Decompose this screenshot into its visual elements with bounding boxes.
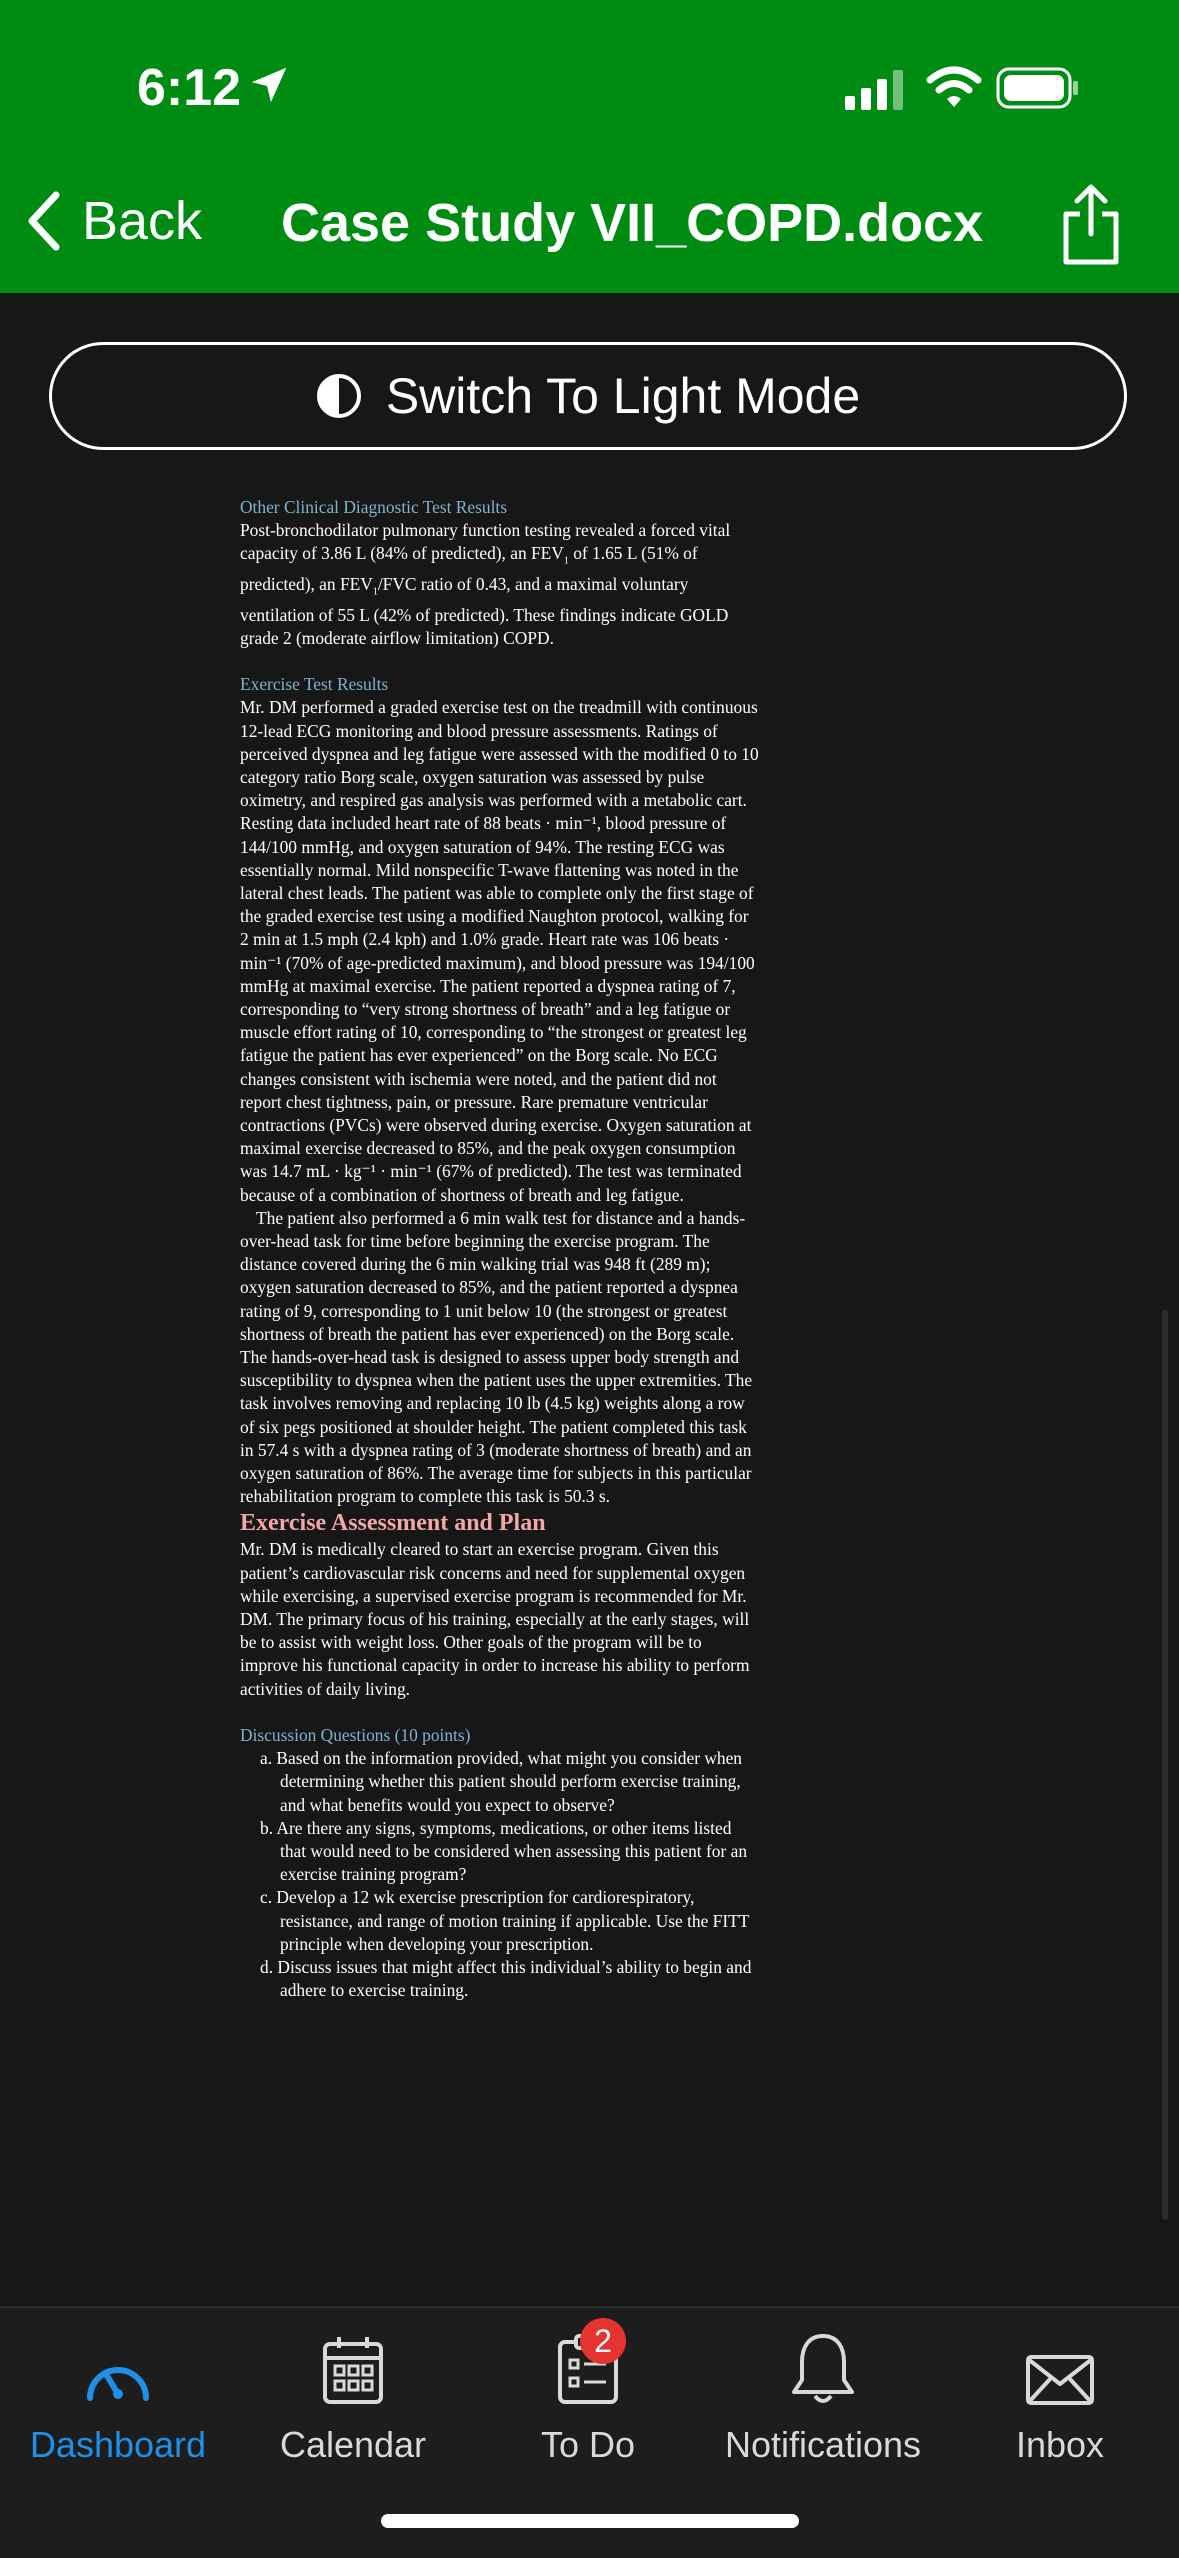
question-item: b. Are there any signs, symptoms, medications, or other items listed that would need to be considered when assessing this patient for an exercise training program? bbox=[260, 1817, 748, 1885]
battery-icon bbox=[996, 66, 1080, 110]
tab-dashboard[interactable] bbox=[18, 2308, 218, 2488]
back-label: Back bbox=[82, 191, 203, 251]
section-heading-assessment: Exercise Assessment and Plan bbox=[240, 1510, 546, 1537]
light-mode-toggle-button[interactable] bbox=[49, 342, 1127, 450]
paragraph-assessment: Mr. DM is medically cleared to start an exercise program. Given this patient’s cardiovascular risk concerns and need for supplemental oxygen while exercising, a supervised exercise program is recommended for Mr. DM. The primary focus of his training, especially at the early stages, will be to assist with weight loss. Other goals of the program will be to improve his functional capacity in order to increase his ability to perform activities of daily living. bbox=[240, 1539, 750, 1699]
paragraph-exercise-test: Mr. DM performed a graded exercise test on the treadmill with continuous 12-lead ECG monitoring and blood pressure assessments. Ratings of perceived dyspnea and leg fatigue were assessed with the modified 0 to 10 category ratio Borg scale, oxygen saturation was assessed by pulse oximetry, and respired gas analysis was performed with a metabolic cart. Resting data included heart rate of 88 beats · min⁻¹, blood pressure of 144/100 mmHg, and oxygen saturation of 94%. The resting ECG was essentially normal. Mild nonspecific T-wave flattening was noted in the lateral chest leads. The patient was able to complete only the first stage of the graded exercise test using a modified Naughton protocol, walking for 2 min at 1.5 mph (2.4 kph) and 1.0% grade. Heart rate was 106 beats · min⁻¹ (70% of age-predicted maximum), and blood pressure was 194/100 mmHg at maximal exercise. The patient reported a dyspnea rating of 7, corresponding to “very strong shortness of breath” and a leg fatigue or muscle effort rating of 10, corresponding to “the strongest or greatest leg fatigue the patient has ever experienced” on the Borg scale. No ECG changes consistent with ischemia were noted, and the patient did not report chest tightness, pain, or pressure. Rare premature ventricular contractions (PVCs) were observed during exercise. Oxygen saturation at maximal exercise decreased to 85%, and the peak oxygen consumption was 14.7 mL · kg⁻¹ · min⁻¹ (67% of predicted). The test was terminated because of a combination of shortness of breath and leg fatigue. bbox=[240, 697, 759, 1205]
bell-icon bbox=[790, 2332, 856, 2406]
question-item: d. Discuss issues that might affect this individual’s ability to begin and adhere to exercise training. bbox=[260, 1956, 752, 2001]
tab-dashboard-label: Dashboard bbox=[29, 2424, 207, 2465]
section-heading-questions: Discussion Questions (10 points) bbox=[240, 1724, 471, 1745]
contrast-icon bbox=[316, 373, 362, 419]
paragraph-walk-test: The patient also performed a 6 min walk test for distance and a hands-over-head task for time before beginning the exercise program. The distance covered during the 6 min walking trial was 948 ft (289 m); oxygen saturation decreased to 85%, and the patient reported a dyspnea rating of 9, corresponding to 1 unit below 10 (the strongest or greatest shortness of breath the patient has ever experienced) on the Borg scale. The hands-over-head task is designed to assess upper body strength and susceptibility to dyspnea when the patient uses the upper extremities. The task involves removing and replacing 10 lb (4.5 kg) weights along a row of six pegs positioned at shoulder height. The patient completed this task in 57.4 s with a dyspnea rating of 3 (moderate shortness of breath) and an oxygen saturation of 86%. The average time for subjects in this particular rehabilitation program to complete this task is 50.3 s. bbox=[240, 1207, 753, 1507]
paragraph-text: /FVC ratio of 0.43, and a maximal voluntary ventilation of 55 L (42% of predicted). These findings indicate GOLD grade 2 (moderate airflow limitation) COPD. bbox=[240, 574, 729, 648]
tab-notifications[interactable] bbox=[713, 2308, 933, 2488]
location-arrow-icon bbox=[246, 62, 292, 108]
paragraph-text: of 1.65 L (51% of predicted), an FEV bbox=[240, 543, 698, 595]
questions-list bbox=[240, 1747, 760, 2002]
tab-notifications-label: Notifications bbox=[724, 2424, 922, 2465]
tab-inbox[interactable] bbox=[960, 2308, 1160, 2488]
tab-calendar-label: Calendar bbox=[279, 2424, 427, 2465]
paragraph-diagnostic bbox=[240, 519, 760, 650]
tab-inbox-label: Inbox bbox=[1015, 2424, 1105, 2465]
share-icon[interactable] bbox=[1058, 184, 1124, 266]
light-mode-toggle-label: Switch To Light Mode bbox=[385, 368, 861, 424]
chevron-left-icon bbox=[22, 191, 66, 251]
dashboard-gauge-icon bbox=[82, 2350, 154, 2406]
section-heading-diagnostic: Other Clinical Diagnostic Test Results bbox=[240, 497, 508, 517]
tab-todo-label: To Do bbox=[540, 2424, 636, 2465]
document-body bbox=[240, 496, 760, 2002]
page-title: Case Study VII_COPD.docx bbox=[281, 193, 984, 253]
question-item: c. Develop a 12 wk exercise prescription for cardiorespiratory, resistance, and range of motion training if applicable. Use the FITT principle when developing your prescription. bbox=[260, 1887, 750, 1954]
scrollbar[interactable] bbox=[1162, 1310, 1168, 2220]
section-heading-exercise-test: Exercise Test Results bbox=[240, 674, 389, 695]
tab-calendar[interactable] bbox=[253, 2308, 453, 2488]
tab-todo[interactable] bbox=[488, 2308, 688, 2488]
subscript: 1 bbox=[563, 555, 569, 567]
cellular-signal-icon bbox=[845, 70, 907, 110]
question-item: a. Based on the information provided, what might you consider when determining whether this patient should perform exercise training, and what benefits would you expect to observe? bbox=[260, 1748, 743, 1815]
subscript: 1 bbox=[372, 586, 378, 598]
envelope-icon bbox=[1025, 2354, 1095, 2406]
home-indicator[interactable] bbox=[381, 2514, 799, 2528]
calendar-icon bbox=[321, 2334, 385, 2406]
todo-count-badge: 2 bbox=[580, 2318, 626, 2364]
paragraph-text: Post-bronchodilator pulmonary function testing revealed a forced vital capacity of 3.86 L (84% of predicted), an FEV bbox=[240, 520, 731, 564]
nav-header bbox=[0, 0, 1179, 293]
status-time: 6:12 bbox=[137, 59, 242, 117]
wifi-icon bbox=[926, 66, 982, 110]
back-button[interactable] bbox=[22, 190, 202, 252]
